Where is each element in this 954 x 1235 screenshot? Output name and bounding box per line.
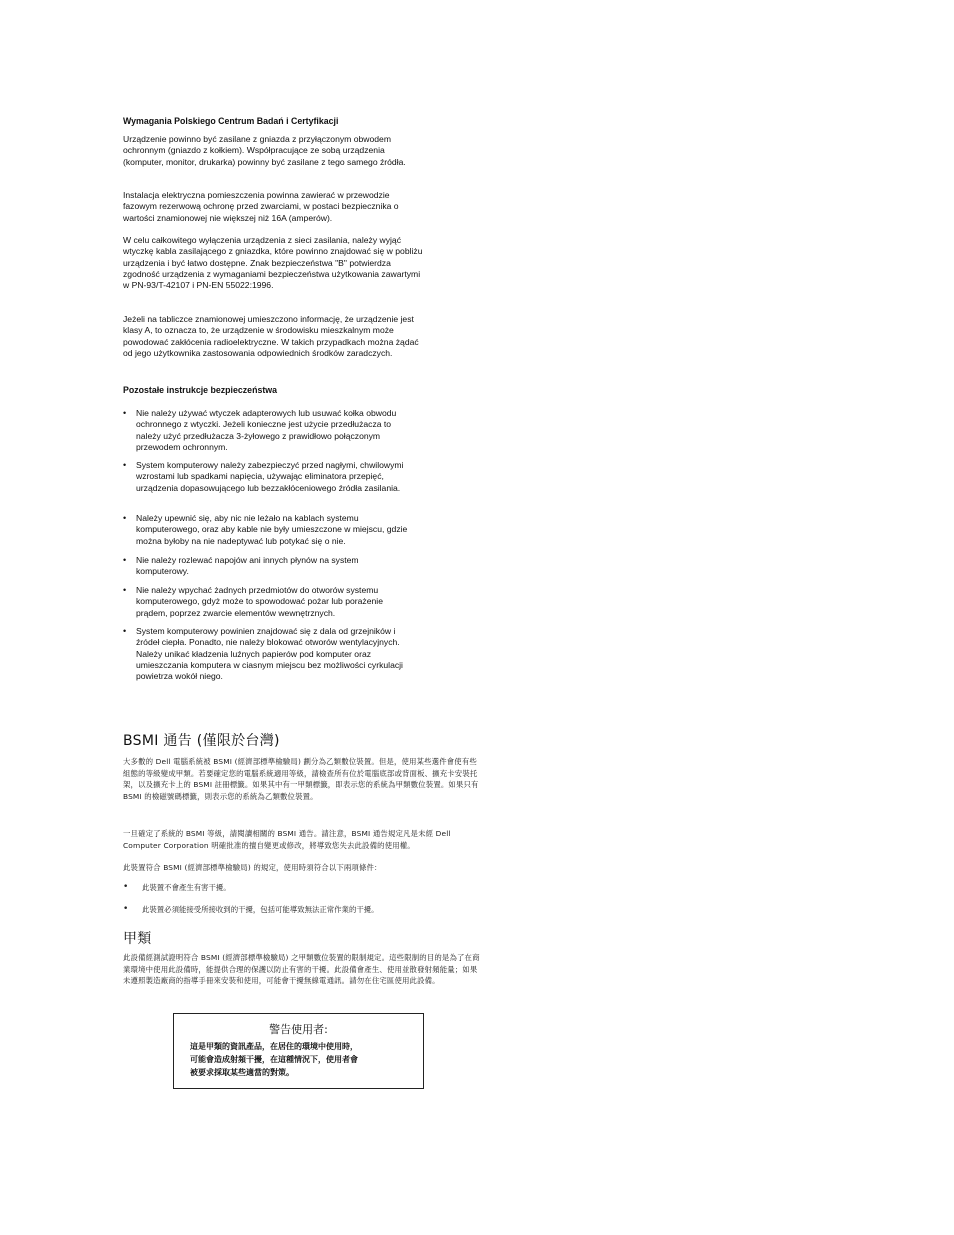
bsmi-paragraph-text: 此裝置符合 BSMI (經濟部標準檢驗局) 的規定，使用時須符合以下兩項條件： [123,863,382,872]
bsmi-paragraph [123,756,483,802]
bsmi-paragraph [123,828,483,851]
polish-paragraph-text: W celu całkowitego wyłączenia urządzenia z sieci zasilania, należy wyjąć wtyczkę kabla zasilającego z gniazdka, które powinno znajdować się w pobliżu urządzenia i być łatwo dostępne. Znak bezpieczeństwa "B" potwierdza zgodność urządzenia z wymaganiami bezpieczeństwa użytkowania zawartymi w PN-93/T-42107 i PN-EN 55022:1996. [123,235,423,291]
list-item: • 此裝置不會產生有害干擾。 [123,882,483,894]
bsmi-bullet [123,904,483,916]
bsmi-heading: BSMI 通告 (僅限於台灣) [123,733,280,749]
class-a-paragraph-text: 此設備經測試證明符合 BSMI (經濟部標準檢驗局) 之甲類數位裝置的限制規定。這些限制的目的是為了在商業環境中使用此設備時，能提供合理的保護以防止有害的干擾。此設備會產生、使用並散發射頻能量；如果未遵照製造廠商的指導手冊來安裝和使用，可能會干擾無線電通訊。請勿在住宅區使用此設備。 [123,953,480,986]
bsmi-heading-block [123,730,483,750]
polish-bullet-list [123,408,413,453]
polish-paragraph [123,134,423,168]
list-item: • Nie należy wpychać żadnych przedmiotów do otworów systemu komputerowego, gdyż może to spowodować pożar lub porażenie prądem, poprzez zwarcie elementów wewnętrznych. [123,585,413,619]
warning-line: 這是甲類的資訊產品，在居住的環境中使用時， [190,1042,358,1051]
polish-paragraph [123,314,423,359]
warning-line: 可能會造成射頻干擾，在這種情況下，使用者會 [190,1055,358,1064]
class-a-heading-block [123,928,483,948]
polish-bullet-list [123,513,413,547]
polish-paragraph-text: Instalacja elektryczna pomieszczenia powinna zawierać w przewodzie fazowym rezerwową ochronę przed zwarciami, w postaci bezpiecznika o wartości znamionowej nie większej niż 16A (amperów). [123,190,399,223]
polish-subheading: Pozostałe instrukcje bezpieczeństwa [123,385,277,395]
bsmi-paragraph-text: 大多數的 Dell 電腦系統被 BSMI (經濟部標準檢驗局) 劃分為乙類數位裝置。但是，使用某些選件會使有些組態的等級變成甲類。若要確定您的電腦系統適用等級，請檢查所有位於電腦底部或背面板、擴充卡安裝托架，以及擴充卡上的 BSMI 註冊標籤。如果其中有一甲類標籤，即表示您的系統為甲類數位裝置。如果只有 BSMI 的檢磁號碼標籤，則表示您的系統為乙類數位裝置。 [123,757,479,801]
list-item: • 此裝置必須能接受所接收到的干擾，包括可能導致無法正常作業的干擾。 [123,904,483,916]
polish-section [123,116,423,127]
polish-paragraph [123,190,423,224]
polish-heading: Wymagania Polskiego Centrum Badań i Certyfikacji [123,116,339,126]
polish-subheading-block [123,385,423,396]
list-item: • Nie należy rozlewać napojów ani innych płynów na system komputerowy. [123,555,413,578]
class-a-heading: 甲類 [123,931,152,947]
list-item: • System komputerowy należy zabezpieczyć przed nagłymi, chwilowymi wzrostami lub spadkami napięcia, używając eliminatora przepięć, urządzenia dopasowującego lub bezzakłóceniowego źródła zasilania. [123,460,413,494]
bsmi-paragraph [123,862,483,874]
polish-bullet-list [123,585,413,619]
polish-paragraph-text: Urządzenie powinno być zasilane z gniazda z przyłączonym obwodem ochronnym (gniazdo z kołkiem). Współpracujące ze sobą urządzenia (komputer, monitor, drukarka) powinny być zasilane z tego samego źródła. [123,134,406,167]
polish-paragraph-text: Jeżeli na tabliczce znamionowej umieszczono informację, że urządzenie jest klasy A, to oznacza to, że urządzenie w środowisku mieszkalnym może powodować zakłócenia radioelektryczne. W takich przypadkach można żądać od jego użytkownika zastosowania odpowiednich środków zaradczych. [123,314,419,358]
bsmi-paragraph-text: 一旦確定了系統的 BSMI 等級，請閱讀相關的 BSMI 通告。請注意，BSMI 通告規定凡是未經 Dell Computer Corporation 明確批准的擅自變更或修改，將導致您失去此設備的使用權。 [123,829,451,850]
list-item: • Należy upewnić się, aby nic nie leżało na kablach systemu komputerowego, oraz aby kable nie były umieszczone w miejscu, gdzie można byłoby na nie nadeptywać lub potykać się o nie. [123,513,413,547]
warning-title: 警告使用者: [269,1023,328,1036]
polish-bullet-list [123,626,413,682]
polish-paragraph [123,235,423,291]
warning-line: 被要求採取某些適當的對策。 [190,1068,294,1077]
bsmi-bullet [123,882,483,894]
class-a-paragraph [123,952,483,987]
list-item: • System komputerowy powinien znajdować się z dala od grzejników i źródeł ciepła. Ponadto, nie należy blokować otworów wentylacyjnych. Należy unikać kładzenia luźnych papierów pod komputer oraz umieszczania komputera w ciasnym miejscu bez możliwości cyrkulacji powietrza wokół niego. [123,626,413,682]
polish-bullet-list [123,555,413,578]
warning-box [173,1013,424,1089]
list-item: • Nie należy używać wtyczek adapterowych lub usuwać kołka obwodu ochronnego z wtyczki. Jeżeli konieczne jest użycie przedłużacza to należy użyć przedłużacza 3-żyłowego z prawidłowo połączonym przewodem ochronnym. [123,408,413,453]
polish-bullet-list [123,460,413,494]
